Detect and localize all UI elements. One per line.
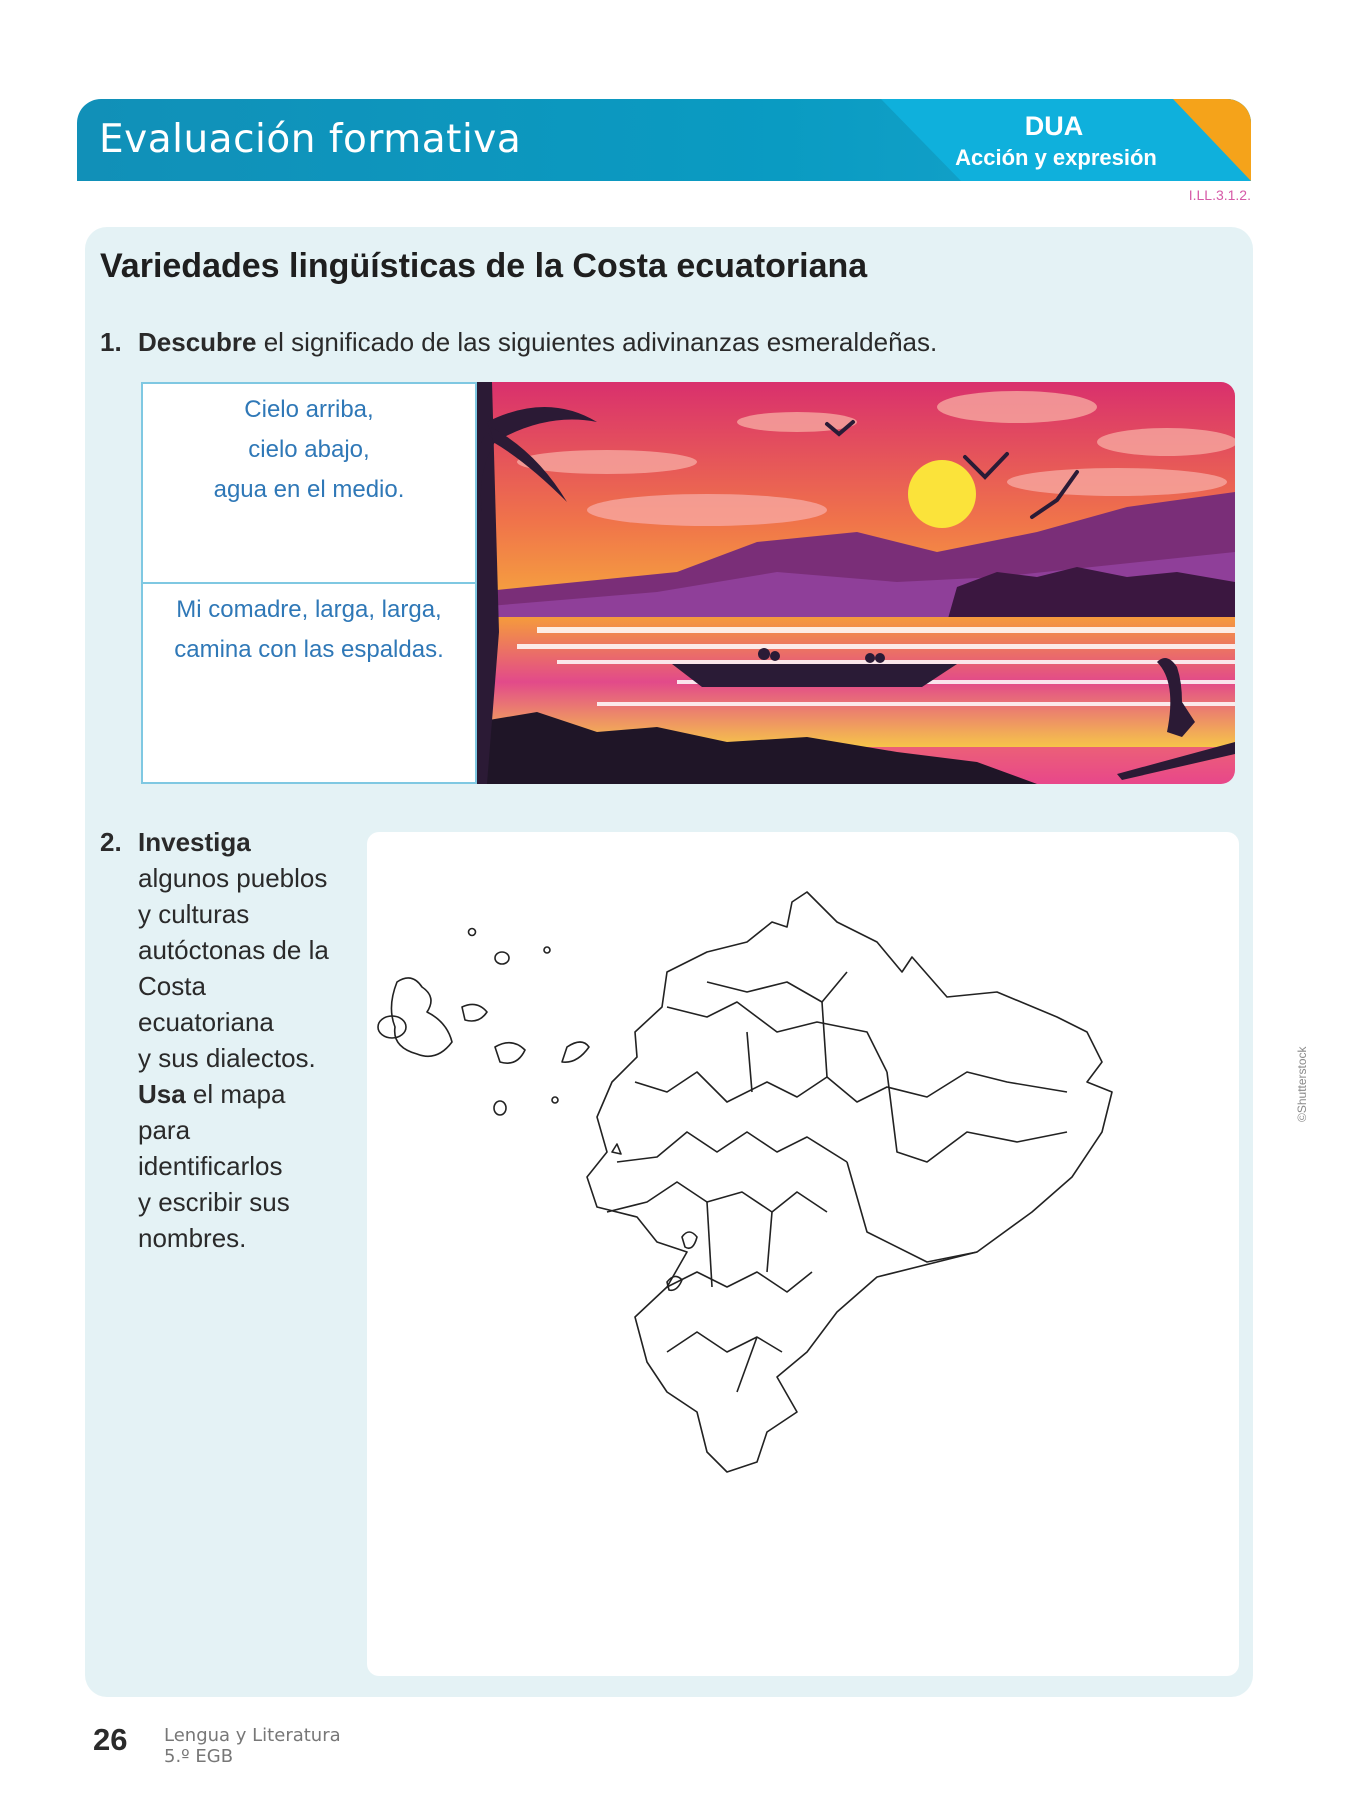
question-2-line: y culturas	[138, 899, 250, 929]
section-title: Variedades lingüísticas de la Costa ecuatoriana	[100, 247, 868, 285]
question-2-verb-2: Usa	[138, 1079, 186, 1109]
riddle-1-line: agua en el medio.	[213, 476, 405, 503]
riddle-1-cell[interactable]	[143, 384, 475, 584]
riddle-1-text	[143, 390, 475, 510]
question-2-line: Costa ecuatoriana	[138, 971, 274, 1037]
activity-panel	[85, 227, 1309, 1697]
page-number: 26	[93, 1722, 128, 1757]
question-2	[100, 824, 330, 1256]
question-2-verb: Investiga	[138, 827, 251, 857]
question-2-line: identificarlos	[138, 1151, 283, 1181]
header-title: Evaluación formativa	[99, 117, 522, 162]
question-2-line: autóctonas de la	[138, 935, 329, 965]
indicator-code: I.LL.3.1.2.	[1188, 187, 1251, 203]
question-2-line: y escribir sus	[138, 1187, 290, 1217]
dua-label: DUA	[1024, 111, 1084, 141]
question-1-text: el significado de las siguientes adivinanzas esmeraldeñas.	[256, 327, 938, 357]
question-2-usa-text: el mapa para	[138, 1079, 286, 1145]
riddle-2-text	[143, 590, 475, 670]
question-2-line: algunos pueblos	[138, 863, 328, 893]
riddle-2-line: camina con las espaldas.	[174, 636, 444, 663]
ecuador-outline-map	[367, 832, 1239, 1676]
question-2-number: 2.	[100, 827, 122, 857]
riddle-1-line: cielo abajo,	[248, 436, 370, 463]
ecuador-map-area[interactable]	[367, 832, 1239, 1676]
question-1-verb: Descubre	[138, 327, 257, 357]
question-2-usa-line	[100, 1076, 330, 1148]
question-2-line: y sus dialectos.	[138, 1043, 316, 1073]
footer-subject-line: Lengua y Literatura	[164, 1725, 341, 1746]
riddle-2-line: Mi comadre, larga, larga,	[176, 596, 442, 623]
riddle-1-line: Cielo arriba,	[244, 396, 374, 423]
footer-subject	[164, 1725, 341, 1767]
sunset-lake-illustration	[477, 382, 1235, 784]
image-credit: ©Shutterstock	[1295, 1046, 1309, 1122]
riddle-box	[141, 382, 477, 784]
dua-subtitle: Acción y expresión	[955, 145, 1157, 170]
question-2-heading	[100, 824, 330, 860]
question-2-line: nombres.	[138, 1223, 247, 1253]
question-1-number: 1.	[100, 327, 122, 357]
question-1	[100, 327, 937, 358]
header-banner	[77, 99, 1251, 181]
riddle-2-cell[interactable]	[143, 584, 475, 782]
footer-grade-line: 5.º EGB	[164, 1746, 234, 1767]
